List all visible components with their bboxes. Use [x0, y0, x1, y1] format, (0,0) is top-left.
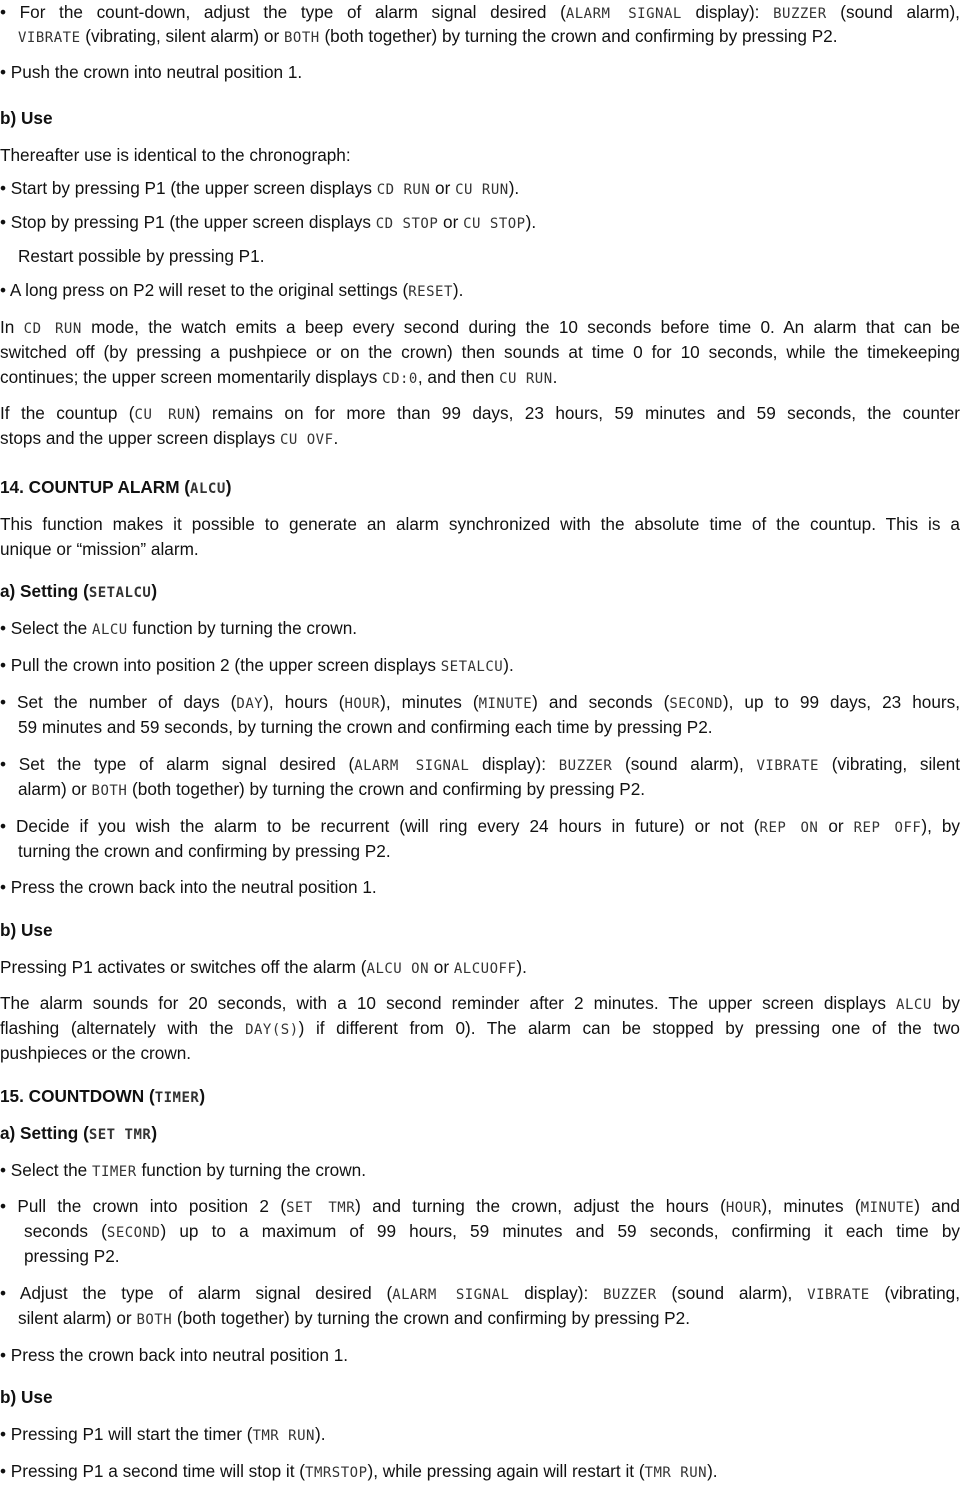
display-label: CU OVF — [279, 432, 334, 448]
text-run: pushpieces or the crown. — [0, 1043, 192, 1063]
text-run: ). — [516, 957, 527, 977]
display-label: ALCUOFF — [453, 961, 517, 977]
section-heading — [0, 106, 960, 130]
text-run: display): — [509, 1283, 604, 1303]
text-run: • A long press on P2 will reset to the original settings ( — [0, 280, 409, 300]
display-label: TIMER — [154, 1090, 200, 1106]
text-line — [0, 244, 960, 268]
text-run: Thereafter use is identical to the chronograph: — [0, 145, 351, 165]
text-run: 14. COUNTUP ALARM ( — [0, 477, 191, 497]
text-line — [0, 0, 960, 26]
section-heading — [0, 579, 960, 605]
text-run: ). — [503, 655, 514, 675]
text-run: alarm) or — [18, 779, 92, 799]
text-run: flashing (alternately with the — [0, 1018, 246, 1038]
text-run: ). — [525, 212, 537, 232]
text-run: function by turning the crown. — [127, 618, 358, 638]
text-run: (vibrating, — [869, 1283, 960, 1303]
display-label: ALCU ON — [366, 961, 430, 977]
text-run: stops and the upper screen displays — [0, 428, 280, 448]
text-run: ), while pressing again will restart it ( — [367, 1461, 645, 1481]
text-run: or — [438, 212, 464, 232]
text-run: ). — [707, 1461, 718, 1481]
display-label: SET TMR — [88, 1127, 152, 1143]
text-line — [0, 1158, 960, 1184]
text-run: unique or “mission” alarm. — [0, 539, 199, 559]
text-run: • Adjust the type of alarm signal desired ( — [0, 1283, 393, 1303]
display-label: SECOND — [106, 1225, 161, 1241]
text-run: or — [429, 957, 454, 977]
text-line — [0, 24, 960, 50]
text-run: • Press the crown back into neutral position 1. — [0, 1345, 349, 1365]
text-line — [0, 176, 960, 202]
display-label: BOTH — [91, 783, 128, 799]
text-run: ), minutes ( — [380, 692, 479, 712]
display-label: SET TMR — [286, 1200, 356, 1216]
text-line — [0, 814, 960, 840]
display-label: CU RUN — [499, 371, 553, 387]
display-label: CD:0 — [382, 371, 418, 387]
display-label: CU RUN — [134, 407, 195, 423]
text-run: • Pull the crown into position 2 (the upper screen displays — [0, 655, 441, 675]
display-label: BUZZER — [558, 758, 613, 774]
display-label: CU STOP — [463, 216, 526, 232]
text-run: • Push the crown into neutral position 1. — [0, 62, 303, 82]
text-line — [0, 143, 960, 167]
display-label: CD RUN — [376, 182, 431, 198]
display-label: REP ON — [759, 820, 819, 836]
text-run: (sound alarm), — [612, 754, 757, 774]
text-run: ) remains on for more than 99 days, 23 hours, 59 minutes and 59 seconds, the counter — [194, 403, 960, 423]
text-line — [0, 512, 960, 536]
text-line — [0, 1281, 960, 1307]
text-line — [0, 715, 960, 739]
text-line — [0, 875, 960, 899]
text-run: • Pressing P1 will start the timer ( — [0, 1424, 253, 1444]
section-heading — [0, 918, 960, 942]
text-run: ) — [151, 1123, 158, 1143]
text-run: or — [430, 178, 456, 198]
display-label: MINUTE — [860, 1200, 915, 1216]
text-run: function by turning the crown. — [136, 1160, 366, 1180]
display-label: BOTH — [283, 30, 320, 46]
text-run: ), hours ( — [263, 692, 345, 712]
text-run: silent alarm) or — [18, 1308, 137, 1328]
section-heading — [0, 1385, 960, 1409]
text-run: Restart possible by pressing P1. — [18, 246, 265, 266]
text-run: ) if different from 0). The alarm can be stopped by pressing one of the two — [298, 1018, 960, 1038]
display-label: VIBRATE — [756, 758, 819, 774]
display-label: SETALCU — [88, 585, 152, 601]
text-run: , and then — [417, 367, 500, 387]
display-label: ALARM SIGNAL — [354, 758, 470, 774]
section-heading — [0, 475, 960, 501]
text-run: (both together) by turning the crown and confirming by pressing P2. — [127, 779, 646, 799]
text-run: ) — [225, 477, 232, 497]
text-line — [0, 991, 960, 1017]
display-label: HOUR — [344, 696, 381, 712]
text-run: This function makes it possible to generate an alarm synchronized with the absolute time of the countup. This is a — [0, 514, 960, 534]
text-run: • Select the — [0, 1160, 93, 1180]
text-line — [0, 340, 960, 364]
text-run: • Pull the crown into position 2 ( — [0, 1196, 287, 1216]
text-run: (both together) by turning the crown and confirming by pressing P2. — [172, 1308, 690, 1328]
display-label: BUZZER — [773, 6, 827, 22]
text-run: The alarm sounds for 20 seconds, with a 10 second reminder after 2 minutes. The upper screen displays — [0, 993, 897, 1013]
display-label: ALCU — [896, 997, 932, 1013]
text-run: • Set the type of alarm signal desired ( — [0, 754, 355, 774]
text-line — [0, 690, 960, 716]
text-line — [0, 777, 960, 803]
text-run: ). — [508, 178, 520, 198]
text-run: In — [0, 317, 24, 337]
text-run: switched off (by pressing a pushpiece or on the crown) then sounds at time 0 for 10 seconds, while the timekeeping — [0, 342, 960, 362]
display-label: DAY(S) — [245, 1022, 299, 1038]
text-run: ) — [199, 1086, 206, 1106]
text-run: mode, the watch emits a beep every second during the 10 seconds before time 0. An alarm that can be — [81, 317, 960, 337]
text-run: ), by — [921, 816, 960, 836]
display-label: TIMER — [92, 1164, 137, 1180]
display-label: TMR RUN — [252, 1428, 315, 1444]
text-line — [0, 1306, 960, 1332]
display-label: RESET — [408, 284, 453, 300]
display-label: ALARM SIGNAL — [565, 6, 682, 22]
text-run: ) and turning the crown, adjust the hours ( — [355, 1196, 726, 1216]
text-run: a) Setting ( — [0, 1123, 89, 1143]
text-line — [0, 1194, 960, 1220]
display-label: ALCU — [190, 481, 226, 497]
text-run: ). — [314, 1424, 326, 1444]
text-run: 15. COUNTDOWN ( — [0, 1086, 155, 1106]
display-label: VIBRATE — [807, 1287, 870, 1303]
text-line — [0, 1459, 960, 1485]
text-run: • Pressing P1 a second time will stop it ( — [0, 1461, 306, 1481]
text-line — [0, 1041, 960, 1065]
text-run: . — [333, 428, 339, 448]
text-run: ) — [151, 581, 158, 601]
text-run: ), minutes ( — [761, 1196, 861, 1216]
text-run: b) Use — [0, 920, 53, 940]
text-line — [0, 653, 960, 679]
text-run: • Select the — [0, 618, 93, 638]
text-run: ) up to a maximum of 99 hours, 59 minutes and 59 seconds, confirming it each time by — [160, 1221, 960, 1241]
text-line — [0, 955, 960, 981]
text-run: seconds ( — [24, 1221, 107, 1241]
display-label: VIBRATE — [18, 30, 81, 46]
section-heading — [0, 1121, 960, 1147]
display-label: CD RUN — [23, 321, 82, 337]
display-label: SECOND — [669, 696, 723, 712]
text-run: or — [818, 816, 854, 836]
text-run: b) Use — [0, 108, 53, 128]
text-line — [0, 315, 960, 341]
display-label: MINUTE — [478, 696, 533, 712]
display-label: SETALCU — [440, 659, 504, 675]
display-label: REP OFF — [853, 820, 922, 836]
display-label: BOTH — [136, 1312, 173, 1328]
text-run: ) and — [914, 1196, 960, 1216]
display-label: ALCU — [92, 622, 128, 638]
display-label: HOUR — [725, 1200, 762, 1216]
text-line — [0, 1422, 960, 1448]
text-run: Pressing P1 activates or switches off the alarm ( — [0, 957, 367, 977]
text-run: pressing P2. — [24, 1246, 120, 1266]
text-line — [0, 210, 960, 236]
text-run: • Start by pressing P1 (the upper screen displays — [0, 178, 377, 198]
text-line — [0, 401, 960, 427]
display-label: TMRSTOP — [305, 1465, 368, 1481]
text-line — [0, 365, 960, 391]
text-run: display): — [681, 2, 774, 22]
text-line — [0, 1244, 960, 1268]
text-line — [0, 1343, 960, 1367]
text-line — [0, 1016, 960, 1042]
display-label: DAY — [236, 696, 264, 712]
display-label: ALARM SIGNAL — [392, 1287, 510, 1303]
text-run: (vibrating, silent alarm) or — [80, 26, 284, 46]
text-run: by — [931, 993, 960, 1013]
text-run: b) Use — [0, 1387, 53, 1407]
text-line — [0, 752, 960, 778]
text-run: (vibrating, silent — [818, 754, 960, 774]
display-label: TMR RUN — [644, 1465, 708, 1481]
text-run: continues; the upper screen momentarily displays — [0, 367, 383, 387]
section-heading — [0, 1084, 960, 1110]
text-run: (sound alarm), — [826, 2, 960, 22]
text-line — [0, 278, 960, 304]
display-label: CU RUN — [455, 182, 509, 198]
display-label: BUZZER — [603, 1287, 657, 1303]
text-run: . — [552, 367, 558, 387]
text-run: • Stop by pressing P1 (the upper screen displays — [0, 212, 376, 232]
text-run: turning the crown and confirming by pressing P2. — [18, 841, 391, 861]
text-run: • Decide if you wish the alarm to be recurrent (will ring every 24 hours in future) or not ( — [0, 816, 760, 836]
text-run: ). — [452, 280, 464, 300]
text-run: display): — [469, 754, 559, 774]
text-line — [0, 616, 960, 642]
text-run: ) and seconds ( — [532, 692, 670, 712]
text-run: • Set the number of days ( — [0, 692, 237, 712]
text-run: 59 minutes and 59 seconds, by turning the crown and confirming each time by pressing P2. — [18, 717, 713, 737]
text-run: (both together) by turning the crown and confirming by pressing P2. — [319, 26, 838, 46]
text-line — [0, 839, 960, 863]
text-line — [0, 1219, 960, 1245]
text-line — [0, 426, 960, 452]
text-run: • Press the crown back into the neutral position 1. — [0, 877, 377, 897]
text-run: If the countup ( — [0, 403, 135, 423]
text-run: (sound alarm), — [656, 1283, 808, 1303]
text-run: • For the count-down, adjust the type of alarm signal desired ( — [0, 2, 566, 22]
text-run: ), up to 99 days, 23 hours, — [722, 692, 960, 712]
text-line — [0, 60, 960, 84]
text-run: a) Setting ( — [0, 581, 89, 601]
text-line — [0, 537, 960, 561]
display-label: CD STOP — [375, 216, 439, 232]
